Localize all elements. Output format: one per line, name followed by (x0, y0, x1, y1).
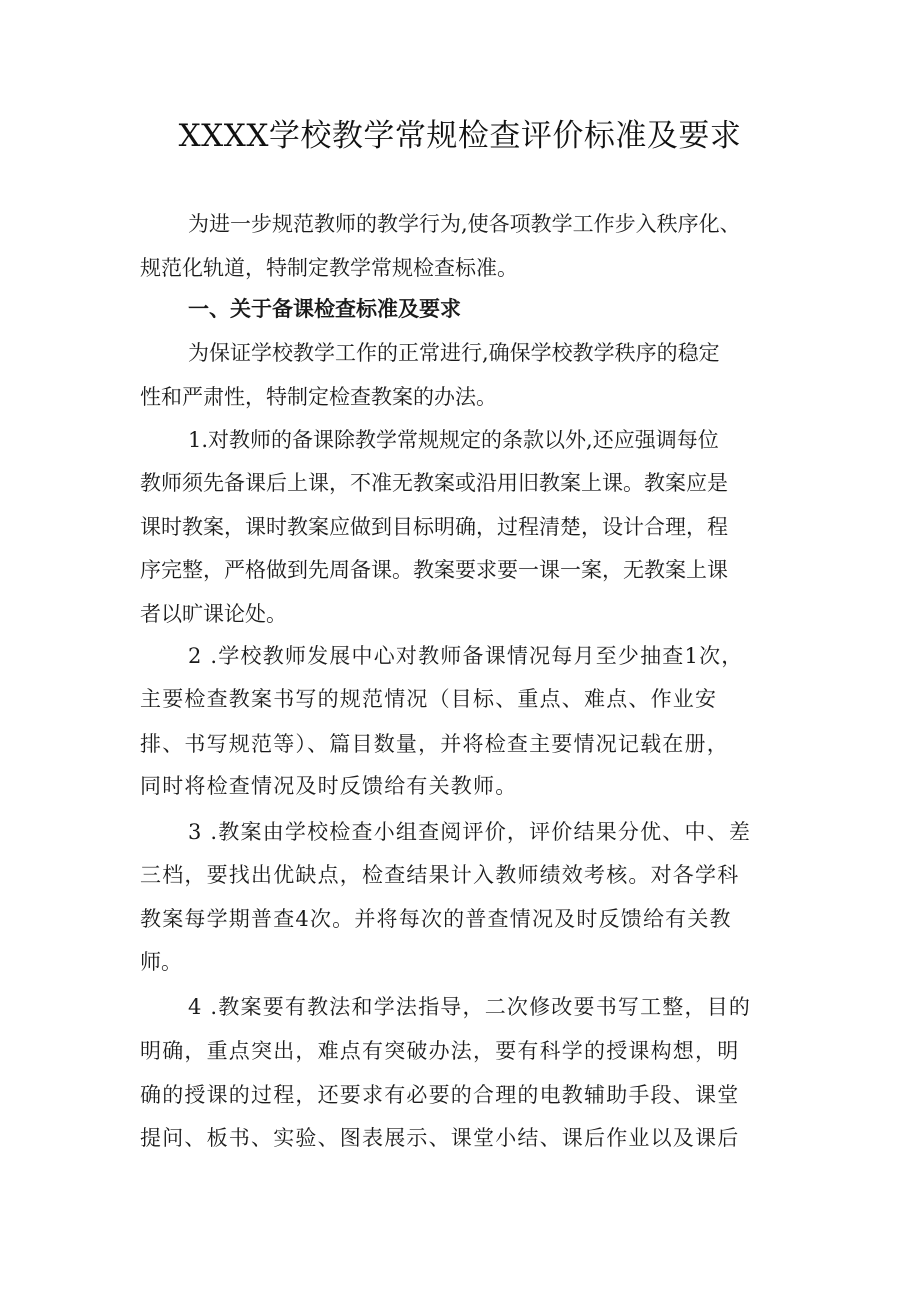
paragraph-line: 4 .教案要有教法和学法指导，二次修改要书写工整，目的 (188, 995, 752, 1019)
paragraph-line: 排、书写规范等）、篇目数量，并将检查主要情况记载在册， (140, 732, 729, 756)
paragraph-line: 提问、板书、实验、图表展示、课堂小结、课后作业以及课后 (140, 1126, 740, 1150)
paragraph-line: 教案每学期普查4次。并将每次的普查情况及时反馈给有关教 (140, 907, 732, 931)
paragraph-line: 课时教案，课时教案应做到目标明确，过程清楚，设计合理，程 (140, 515, 728, 539)
paragraph-line: 2 .学校教师发展中心对教师备课情况每月至少抽查1次， (188, 644, 744, 668)
paragraph-line: 三档，要找出优缺点，检查结果计入教师绩效考核。对各学科 (140, 863, 740, 887)
paragraph-line: 同时将检查情况及时反馈给有关教师。 (140, 774, 518, 798)
paragraph-line: 者以旷课论处。 (140, 602, 287, 626)
paragraph-line: 性和严肃性，特制定检查教案的办法。 (140, 385, 497, 409)
document-title: XXXX学校教学常规检查评价标准及要求 (178, 118, 742, 154)
paragraph-line: 为进一步规范教师的教学行为,使各项教学工作步入秩序化、 (188, 212, 741, 236)
paragraph-line: 确的授课的过程，还要求有必要的合理的电教辅助手段、课堂 (140, 1083, 740, 1107)
paragraph-line: 为保证学校教学工作的正常进行,确保学校教学秩序的稳定 (188, 341, 720, 365)
paragraph-line: 序完整，严格做到先周备课。教案要求要一课一案，无教案上课 (140, 558, 728, 582)
paragraph-line: 3 .教案由学校检查小组查阅评价，评价结果分优、中、差 (188, 820, 752, 844)
paragraph-line: 师。 (140, 950, 182, 974)
section-heading: 一、关于备课检查标准及要求 (188, 297, 461, 321)
paragraph-line: 明确，重点突出，难点有突破办法，要有科学的授课构想，明 (140, 1039, 740, 1063)
paragraph-line: 规范化轨道，特制定教学常规检查标准。 (140, 256, 518, 280)
paragraph-line: 主要检查教案书写的规范情况（目标、重点、难点、作业安 (140, 687, 718, 711)
paragraph-line: 1.对教师的备课除教学常规规定的条款以外,还应强调每位 (188, 428, 719, 452)
paragraph-line: 教师须先备课后上课，不准无教案或沿用旧教案上课。教案应是 (140, 471, 728, 495)
